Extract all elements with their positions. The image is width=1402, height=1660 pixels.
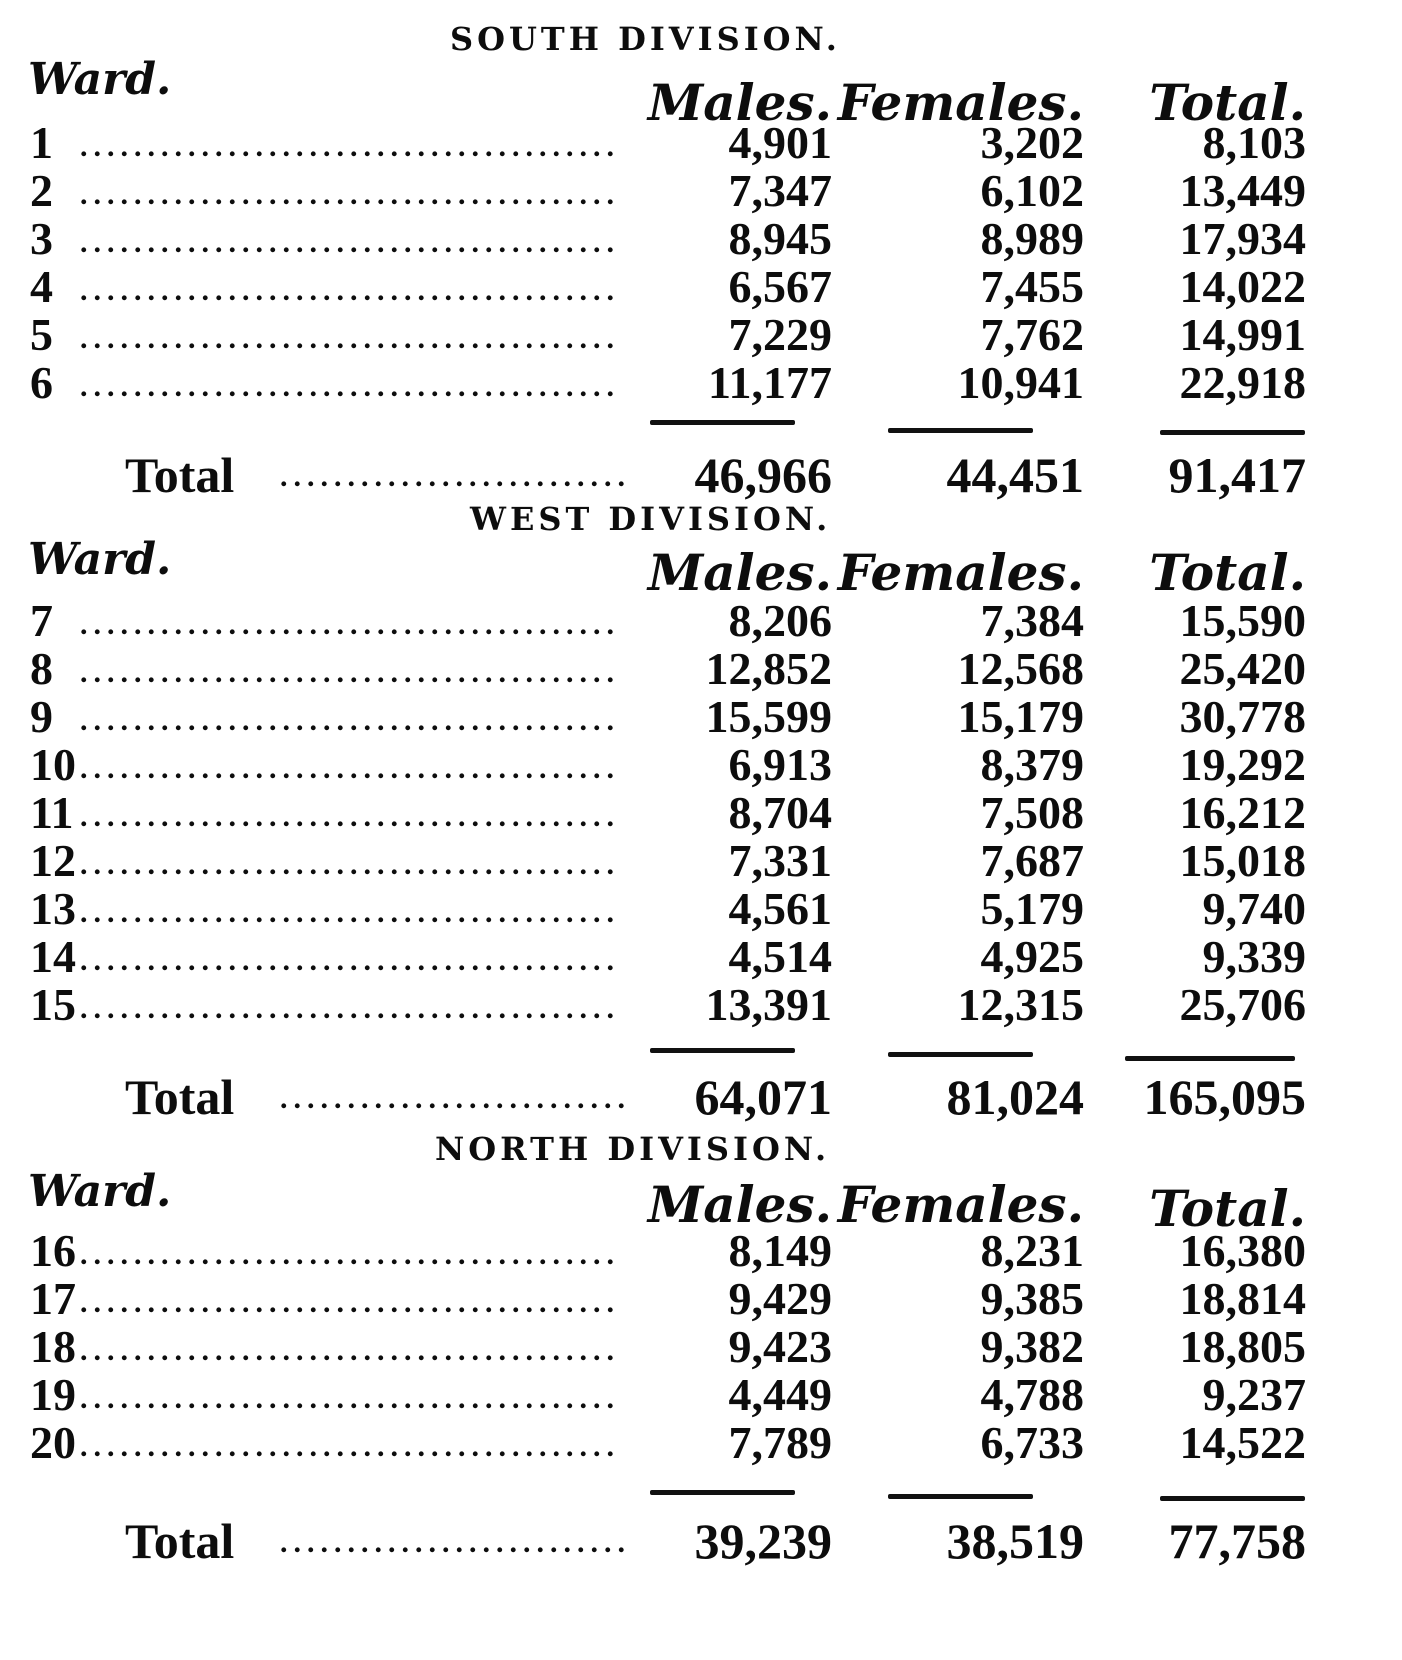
- total-value: 9,339: [1202, 931, 1306, 982]
- males-total: 46,966: [694, 447, 832, 503]
- grand-total: 91,417: [1168, 447, 1306, 503]
- males-value: 7,347: [728, 165, 832, 216]
- leader-dots: ........................................: [80, 754, 620, 784]
- table-row: [0, 835, 1402, 886]
- sum-rule: [650, 1490, 795, 1495]
- total-row: [0, 1513, 1402, 1569]
- sum-rule: [888, 1494, 1033, 1499]
- total-value: 13,449: [1179, 165, 1306, 216]
- table-row: [0, 883, 1402, 934]
- ward-number: 3: [30, 213, 53, 264]
- ward-header: Ward.: [28, 534, 172, 585]
- ward-number: 10: [30, 739, 76, 790]
- table-row: [0, 931, 1402, 982]
- table-row: [0, 357, 1402, 408]
- grand-total: 165,095: [1143, 1069, 1306, 1125]
- ward-header: Ward.: [28, 1166, 172, 1217]
- ward-number: 9: [30, 691, 53, 742]
- males-value: 8,206: [728, 595, 832, 646]
- total-value: 25,706: [1179, 979, 1306, 1030]
- total-value: 17,934: [1179, 213, 1306, 264]
- total-value: 22,918: [1179, 357, 1306, 408]
- females-value: 4,925: [980, 931, 1084, 982]
- males-value: 4,901: [728, 117, 832, 168]
- females-total: 44,451: [946, 447, 1084, 503]
- table-row: [0, 979, 1402, 1030]
- division-title: NORTH DIVISION.: [435, 1130, 831, 1168]
- females-header: Females.: [837, 543, 1084, 602]
- total-value: 15,018: [1179, 835, 1306, 886]
- leader-dots: ........................................: [80, 1384, 620, 1414]
- sum-rule: [1125, 1056, 1295, 1061]
- west-division: [0, 500, 1402, 1125]
- leader-dots: ..........................: [280, 1528, 631, 1558]
- leader-dots: ........................................: [80, 658, 620, 688]
- leader-dots: ........................................: [80, 1432, 620, 1462]
- females-value: 15,179: [957, 691, 1084, 742]
- table-row: [0, 165, 1402, 216]
- total-value: 9,237: [1202, 1369, 1306, 1420]
- females-value: 8,379: [980, 739, 1084, 790]
- total-label: Total: [125, 1069, 235, 1125]
- leader-dots: ........................................: [80, 946, 620, 976]
- total-value: 14,022: [1179, 261, 1306, 312]
- table-row: [0, 213, 1402, 264]
- leader-dots: ........................................: [80, 180, 620, 210]
- females-header: Females.: [837, 73, 1084, 132]
- ward-number: 4: [30, 261, 53, 312]
- males-total: 64,071: [694, 1069, 832, 1125]
- ward-number: 5: [30, 309, 53, 360]
- division-title: WEST DIVISION.: [470, 500, 832, 538]
- females-total: 81,024: [946, 1069, 1084, 1125]
- leader-dots: ........................................: [80, 228, 620, 258]
- leader-dots: ........................................: [80, 1336, 620, 1366]
- males-value: 6,567: [728, 261, 832, 312]
- table-row: [0, 309, 1402, 360]
- males-total: 39,239: [694, 1513, 832, 1569]
- ward-number: 14: [30, 931, 76, 982]
- table-row: [0, 739, 1402, 790]
- leader-dots: ........................................: [80, 132, 620, 162]
- females-value: 12,568: [957, 643, 1084, 694]
- ward-number: 1: [30, 117, 53, 168]
- leader-dots: ........................................: [80, 1240, 620, 1270]
- ward-number: 11: [30, 787, 74, 838]
- total-row: [0, 1069, 1402, 1125]
- males-value: 4,514: [728, 931, 832, 982]
- total-header: Total.: [1149, 543, 1306, 602]
- ward-number: 16: [30, 1225, 76, 1276]
- males-value: 13,391: [705, 979, 832, 1030]
- south-division: [0, 10, 1402, 503]
- males-value: 8,149: [728, 1225, 832, 1276]
- males-value: 7,331: [728, 835, 832, 886]
- north-division: [0, 1130, 1402, 1660]
- leader-dots: ........................................: [80, 898, 620, 928]
- females-value: 10,941: [957, 357, 1084, 408]
- table-row: [0, 691, 1402, 742]
- ward-number: 18: [30, 1321, 76, 1372]
- table-row: [0, 1321, 1402, 1372]
- males-value: 4,561: [728, 883, 832, 934]
- females-value: 9,385: [980, 1273, 1084, 1324]
- females-total: 38,519: [946, 1513, 1084, 1569]
- table-row: [0, 1273, 1402, 1324]
- females-value: 7,687: [980, 835, 1084, 886]
- females-value: 3,202: [980, 117, 1084, 168]
- ward-number: 6: [30, 357, 53, 408]
- table-row: [0, 117, 1402, 168]
- leader-dots: ........................................: [80, 1288, 620, 1318]
- division-title: SOUTH DIVISION.: [450, 20, 841, 58]
- total-header: Total.: [1149, 73, 1306, 132]
- males-value: 11,177: [708, 357, 832, 408]
- sum-rule: [650, 1048, 795, 1053]
- males-header: Males.: [647, 73, 832, 132]
- ward-number: 17: [30, 1273, 76, 1324]
- table-row: [0, 1225, 1402, 1276]
- table-row: [0, 595, 1402, 646]
- females-value: 6,102: [980, 165, 1084, 216]
- leader-dots: ..........................: [280, 1084, 631, 1114]
- females-value: 7,762: [980, 309, 1084, 360]
- total-value: 25,420: [1179, 643, 1306, 694]
- total-row: [0, 447, 1402, 503]
- leader-dots: ........................................: [80, 372, 620, 402]
- total-value: 16,380: [1179, 1225, 1306, 1276]
- females-value: 4,788: [980, 1369, 1084, 1420]
- leader-dots: ........................................: [80, 802, 620, 832]
- total-label: Total: [125, 447, 235, 503]
- ward-number: 8: [30, 643, 53, 694]
- males-value: 7,789: [728, 1417, 832, 1468]
- females-header: Females.: [837, 1175, 1084, 1234]
- leader-dots: ........................................: [80, 850, 620, 880]
- table-row: [0, 643, 1402, 694]
- females-value: 9,382: [980, 1321, 1084, 1372]
- males-header: Males.: [647, 1175, 832, 1234]
- ward-number: 15: [30, 979, 76, 1030]
- ward-number: 7: [30, 595, 53, 646]
- table-row: [0, 1417, 1402, 1468]
- total-value: 16,212: [1179, 787, 1306, 838]
- total-value: 14,991: [1179, 309, 1306, 360]
- table-row: [0, 787, 1402, 838]
- table-row: [0, 261, 1402, 312]
- females-value: 7,508: [980, 787, 1084, 838]
- males-value: 6,913: [728, 739, 832, 790]
- males-value: 12,852: [705, 643, 832, 694]
- males-value: 4,449: [728, 1369, 832, 1420]
- total-value: 19,292: [1179, 739, 1306, 790]
- total-value: 9,740: [1202, 883, 1306, 934]
- total-value: 18,814: [1179, 1273, 1306, 1324]
- sum-rule: [888, 1052, 1033, 1057]
- leader-dots: ........................................: [80, 324, 620, 354]
- leader-dots: ..........................: [280, 462, 631, 492]
- ward-number: 13: [30, 883, 76, 934]
- males-value: 15,599: [705, 691, 832, 742]
- ward-header: Ward.: [28, 54, 172, 105]
- females-value: 6,733: [980, 1417, 1084, 1468]
- females-value: 8,231: [980, 1225, 1084, 1276]
- females-value: 8,989: [980, 213, 1084, 264]
- table-row: [0, 1369, 1402, 1420]
- sum-rule: [888, 428, 1033, 433]
- total-value: 8,103: [1202, 117, 1306, 168]
- total-value: 15,590: [1179, 595, 1306, 646]
- grand-total: 77,758: [1168, 1513, 1306, 1569]
- ward-number: 20: [30, 1417, 76, 1468]
- males-value: 8,945: [728, 213, 832, 264]
- males-value: 8,704: [728, 787, 832, 838]
- sum-rule: [1160, 1496, 1305, 1501]
- total-value: 14,522: [1179, 1417, 1306, 1468]
- males-value: 9,423: [728, 1321, 832, 1372]
- total-header: Total.: [1149, 1179, 1306, 1238]
- sum-rule: [1160, 430, 1305, 435]
- ward-number: 19: [30, 1369, 76, 1420]
- ward-number: 12: [30, 835, 76, 886]
- females-value: 7,455: [980, 261, 1084, 312]
- females-value: 12,315: [957, 979, 1084, 1030]
- males-value: 7,229: [728, 309, 832, 360]
- ward-number: 2: [30, 165, 53, 216]
- total-label: Total: [125, 1513, 235, 1569]
- sum-rule: [650, 420, 795, 425]
- females-value: 5,179: [980, 883, 1084, 934]
- males-header: Males.: [647, 543, 832, 602]
- leader-dots: ........................................: [80, 610, 620, 640]
- males-value: 9,429: [728, 1273, 832, 1324]
- leader-dots: ........................................: [80, 994, 620, 1024]
- females-value: 7,384: [980, 595, 1084, 646]
- leader-dots: ........................................: [80, 706, 620, 736]
- total-value: 30,778: [1179, 691, 1306, 742]
- total-value: 18,805: [1179, 1321, 1306, 1372]
- leader-dots: ........................................: [80, 276, 620, 306]
